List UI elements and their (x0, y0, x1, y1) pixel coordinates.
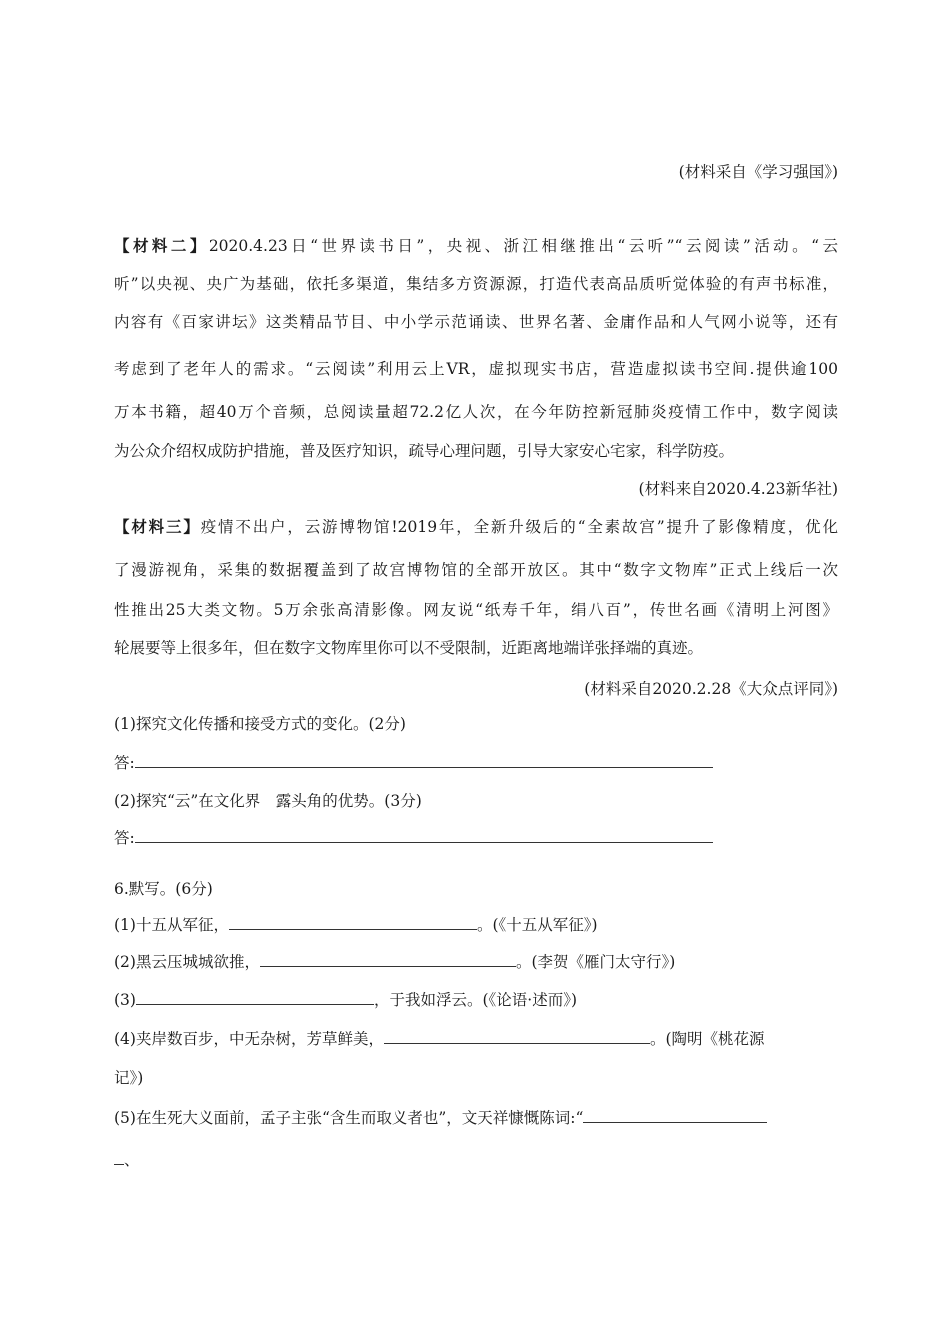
question-1: (1)探究文化传播和接受方式的变化。(2分) (114, 715, 406, 733)
material-2-line-2: 听”以央视、央广为基础，依托多渠道，集结多方资源源，打造代表高品质听觉体验的有声书标准， (114, 275, 838, 293)
question-6-item-5-cont (114, 1150, 838, 1170)
material-3-line-4: 轮展要等上很多年，但在数字文物库里你可以不受限制，近距离地端详张择端的真迹。 (114, 639, 704, 657)
item-3-suffix: ，于我如浮云。(《论语·述而》) (373, 991, 577, 1009)
material-2-line-1 (114, 236, 838, 256)
item-3-prefix: (3) (114, 991, 136, 1009)
question-6-item-4 (114, 1029, 838, 1049)
material-2-label: 【材料二】 (114, 236, 209, 255)
material-3-line-2: 了漫游视角，采集的数据覆盖到了故宫博物馆的全部开放区。其中“数字文物库”正式上线后一次 (114, 561, 838, 579)
material-3-line-3: 性推出25大类文物。5万余张高清影像。网友说“纸寿千年，绢八百”，传世名画《清明上河图》 (114, 601, 838, 619)
source-material-2: (材料来自2020.4.23新华社) (638, 480, 838, 498)
item-5-blank-cont[interactable] (114, 1150, 124, 1165)
item-4-blank[interactable] (384, 1029, 650, 1044)
item-4-suffix: 。(陶明《桃花源 (649, 1030, 765, 1048)
question-6-item-4-cont: 记》) (114, 1069, 144, 1087)
item-5-blank[interactable] (583, 1108, 767, 1123)
answer-2-blank[interactable] (135, 828, 713, 843)
source-material-1: (材料采自《学习强国》) (678, 163, 838, 181)
question-6-item-5 (114, 1108, 838, 1128)
item-2-suffix: 。(李贺《雁门太守行》) (515, 953, 676, 971)
material-3-text-1: 疫情不出户，云游博物馆!2019年，全新升级后的“全素故宫”提升了影像精度，优化 (200, 518, 838, 536)
item-5-cont-mark: 、 (124, 1151, 140, 1169)
material-3-line-1 (114, 517, 838, 537)
material-2-line-6: 为公众介绍权成防护措施，普及医疗知识，疏导心理问题，引导大家安心宅家，科学防疫。 (114, 442, 735, 460)
question-6-item-1 (114, 915, 838, 935)
question-6-item-2 (114, 952, 838, 972)
material-2-line-4: 考虑到了老年人的需求。“云阅读”利用云上VR，虚拟现实书店，营造虚拟读书空间.提供逾100 (114, 360, 838, 378)
item-1-suffix: 。(《十五从军征》) (476, 916, 598, 934)
item-5-prefix: (5)在生死大义面前，孟子主张“含生而取义者也”，文天祥慷慨陈词:“ (114, 1109, 584, 1127)
answer-2-label: 答: (114, 829, 135, 847)
question-6-item-3 (114, 990, 838, 1010)
material-2-text-1: 2020.4.23日“世界读书日”，央视、浙江相继推出“云听”“云阅读”活动。“云 (208, 237, 838, 255)
item-1-prefix: (1)十五从军征， (114, 916, 229, 934)
question-6-title: 6.默写。(6分) (114, 880, 213, 898)
item-2-prefix: (2)黑云压城城欲推， (114, 953, 260, 971)
answer-2-row (114, 828, 838, 848)
item-4-prefix: (4)夹岸数百步，中无杂树，芳草鲜美， (114, 1030, 384, 1048)
material-2-line-5: 万本书籍，超40万个音频，总阅读量超72.2亿人次，在今年防控新冠肺炎疫情工作中，数字阅读 (114, 403, 838, 421)
answer-1-row (114, 753, 838, 773)
item-3-blank[interactable] (136, 990, 374, 1005)
material-2-line-3: 内容有《百家讲坛》这类精品节目、中小学示范诵读、世界名著、金庸作品和人气网小说等，还有 (114, 313, 838, 331)
item-1-blank[interactable] (229, 915, 477, 930)
answer-1-blank[interactable] (135, 753, 713, 768)
item-2-blank[interactable] (260, 952, 516, 967)
source-material-3: (材料采自2020.2.28《大众点评同》) (584, 680, 838, 698)
question-2: (2)探究“云”在文化界 露头角的优势。(3分) (114, 792, 422, 810)
material-3-label: 【材料三】 (114, 517, 201, 536)
answer-1-label: 答: (114, 754, 135, 772)
